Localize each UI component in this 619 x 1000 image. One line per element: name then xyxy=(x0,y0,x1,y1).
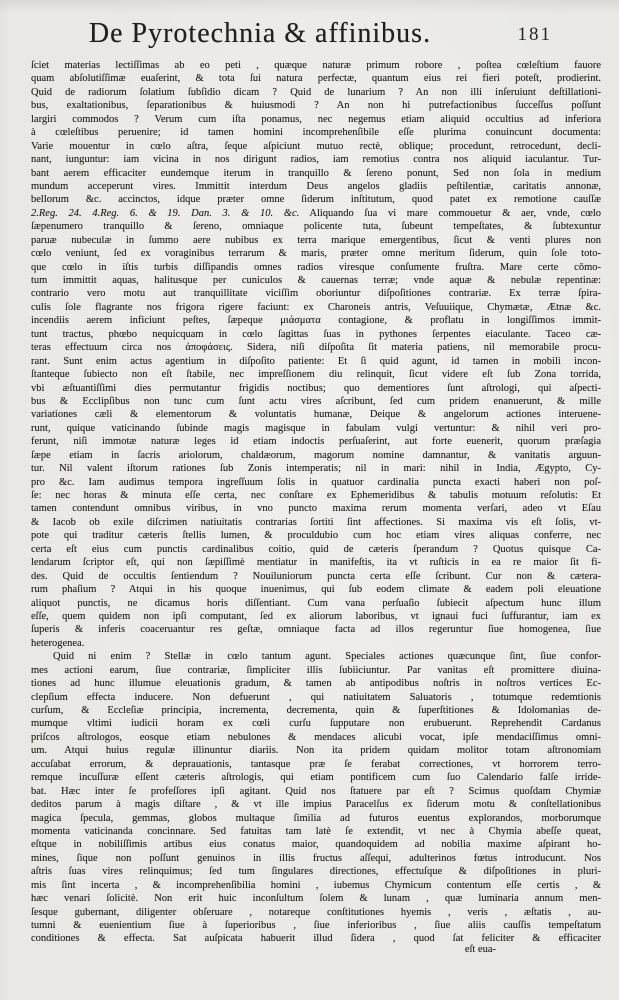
text-line: 2.Reg. 24. 4.Reg. 6. & 19. Dan. 3. & 10. &c. Aliquando ſua vi mare commouetur & aer, vnde, cœlo xyxy=(31,207,601,219)
text-line: ſesque gubernant, diligenter obſeruare , notareque conſtitutiones hyemis , veris , æſtatis , au- xyxy=(31,906,601,918)
text-line: nant, iunguntur: iam vicina in nos dirigunt radios, iam remotius contra nos aliquid iaculantur. Tur- xyxy=(31,154,601,166)
text-line: ſe: nec horas & minuta eſſe certa, nec conſtare ex Ephemeridibus & tabulis motuum reſolutis: Et xyxy=(31,490,601,501)
catchword-text: eſt eua- xyxy=(464,944,496,955)
text-line: accuſabat errorum, & deprauationis, tantasque præ ſe ferabat correctiones, vt horrorem terro- xyxy=(31,758,601,770)
text-line: conditiones & effecta. Sat auſpicata habuerit illud ſidera , quod ſat feliciter & efficaciter xyxy=(31,933,601,945)
text-line: bat. Hæc inter ſe profeſſores ipſi agitant. Quid nos ſtatuere par eſt ? Scimus quoſdam Chymiæ xyxy=(31,785,601,797)
catchword xyxy=(31,944,601,955)
text-line: variationes cæli & elementorum & voluntatis humanæ, Deique & angelorum actiones interuene- xyxy=(31,409,601,421)
text-line: aliquot punctis, ne dicamus horis diſſentiant. Cum vana perſuaſio ſubiecit aſpectum hunc illum xyxy=(31,597,601,609)
paragraph xyxy=(31,59,601,650)
text-line: tur. Nil valent iſtorum rationes ſub Zonis intemperatis; nil in mari: nihil in India, Ægypto, Cy- xyxy=(31,463,601,475)
text-line: momenta vaticinanda concinnare. Sed fatuitas tam latè ſe extendit, vt nec à Chymia abeſſe queat, xyxy=(31,825,601,837)
text-line: quam abſolutiſſimæ euaſerint, & tota ſui natura perfectæ, quantum eius rei fieri poteſt, prodierint. xyxy=(31,73,601,85)
text-line: ſæpenumero tranquillo & ſereno, omniaque policente tuta, ſubeunt tempeſtates, & ſubtexuntur xyxy=(31,221,601,233)
text-line: heterogenea. xyxy=(31,637,85,649)
text-line: rum phaſium ? Atqui in his quoque inuenimus, qui ſub eodem climate & eadem poli eleuatione xyxy=(31,584,601,596)
text-line: pote qui traditur cæteris ſtellis lumen, & proculdubio cum hoc etiam vires aliquas conferre, nec xyxy=(31,530,601,542)
text-line: tamen contendunt omnibus viribus, in vno puncto maxima rerum momenta verſari, adeo vt Eſau xyxy=(31,503,601,515)
text-line: teras effectuum circa nos ἀποφάσεις. Sidera, niſi diſpoſita ſit materia patiens, nil memorabile procu- xyxy=(31,342,601,354)
page-header xyxy=(30,18,600,54)
text-line: curſum, & Eccleſiæ principia, incrementa, decrementa, quin & ſuperſtitiones & Idolomanias de- xyxy=(31,705,601,716)
text-line: que cœlo in iſtis turbis diſſipandis omnes radios viresque conſumente fruſtra. Mare certe cōmo- xyxy=(31,261,601,273)
text-line: ferunt, niſi immotæ naturæ leges id etiam indoctis perſuaſerint, aut forte euenerit, quorum præſagia xyxy=(31,436,601,448)
text-line: lendarum ſcriptor eſt, qui non ſæpiſſimè mentiatur in manifeſtis, ita vt ruſticis in ea re maior ſit fi- xyxy=(31,557,601,569)
text-line: ſæpe etiam in ſacris ariolorum, chaldæorum, magorum nomine damnantur, & vanitatis arguun- xyxy=(31,449,601,461)
text-line: hæc venari ſolicitè. Non erit huic inconſultum ſolem & lunam , quæ luminaria annum men- xyxy=(31,893,601,905)
text-line: tum immittit aquas, halitusque per cuniculos & cauernas terræ; vnde aquæ & nebulæ repentinæ: xyxy=(31,275,601,286)
text-line: clepſium effecta inducere. Non defuerunt , qui natiuitatem Saluatoris , totumque redemtionis xyxy=(31,691,601,703)
text-line: paruæ nubeculæ in ſummo aere nubibus ex terra marique emergentibus, ſicut & venti plures non xyxy=(31,234,601,246)
text-line: um. Atqui huius regulæ illinuntur diariis. Non ita pridem quidam molitor totam aſtronomiam xyxy=(31,745,601,757)
text-line: remque incuſſuræ eſſent cæteris aſtrologis, qui etiam pontificem cum ſuo Calendario falſe irride- xyxy=(31,772,601,784)
text-line: Quid de radiorum ſolatium ſubſidio dicam ? Quid de lunarium ? An non illi inſeruiunt deſtillationi- xyxy=(31,86,601,98)
text-line: des. Quid de occultis ſentiendum ? Nouiluniorum puncta certa eſſe ſcribunt. Cur non & cætera- xyxy=(31,570,601,582)
scripture-citation: 2.Reg. 24. 4.Reg. 6. & 19. Dan. 3. & 10. &c. xyxy=(31,207,300,219)
text-line: pro &c. Iam audimus tempora ingreſſuum ſolis in quatuor cardinalia puncta exacti haberi non poſ- xyxy=(31,476,601,488)
page-number: 181 xyxy=(517,24,552,45)
text-line: mundum acceperunt vires. Immittit interdum Deus angelos gladiis peſtilentiæ, caritatis annonæ, xyxy=(31,180,601,192)
text-line: mes actioni earum, ſiue contrariæ, ſimpliciter illis ſubiiciuntur. Par vanitas eſt promittere diuina- xyxy=(31,664,601,676)
text-line: ſtanteque ſubiecto non eſt ſtabile, nec impreſſionem diu relinquit, ſicut videre eſt ſub Zona torrida, xyxy=(31,369,601,381)
text-line: runt, quique vaticinando ſubinde magis magisque in fabulam vulgi vertuntur: & nihil veri pro- xyxy=(31,422,601,434)
text-line: aſtris ſuas vires relinquimus; ſed tum ſingulares directiones, effectuſque & diſpoſitiones in pluri- xyxy=(31,866,601,878)
text-line: ſciet materias lectiſſimas ab eo peti , quæque naturæ primum robore , poſtea cœleſtium fauore xyxy=(31,60,601,71)
text-line: & Iacob ob exile diſcrimen natiuitatis contrarias ſortiti ſint affectiones. Si maxima vis eſt ſolis, vt- xyxy=(31,516,601,528)
text-line: tiones ad hunc illumue eleuationis gradum, & tamen ab antipodibus noſtris in noſtros vertices Ec- xyxy=(31,678,601,690)
text-line: eſſe, quem quidem non ipſi computant, ſed ex aliorum laboribus, vt ignaui fuci ſuffurantur, iam ex xyxy=(31,610,601,622)
text-line: Varie mouentur in cœlo aſtra, ſeque aſpiciunt mutuo rectè, oblique; procedunt, retrocedunt, decli- xyxy=(31,140,601,152)
text-block xyxy=(31,59,601,946)
text-line: magica ſpecula, gemmas, globos multaque ſimilia ad futuros euentus explorandos, morborumque xyxy=(31,812,601,824)
text-line: mines, ſique non poſſunt genuinos in illis fructus aſſequi, adulterinos fœtus introducunt. Nos xyxy=(31,852,601,864)
text-line: culis ſole flagrante nos frigora rigere faciunt: ex Charoneis antris, Veſuuiique, Chymætæ, Ætnæ &c. xyxy=(31,301,601,313)
text-line: largiri commodos ? Verum cum iſta ponamus, nec negemus etiam aliquid occultius ad inferiora xyxy=(31,113,601,125)
text-line: bus & Ecclipſibus non tunc cum ſunt actu vires aſcribunt, ſed cum pridem enanuerunt, & mille xyxy=(31,395,601,407)
text-line: bant aerem efficaciter eundemque iterum in tranquillo & ſereno ponunt, Sed non ſola in medium xyxy=(31,167,601,179)
page-title: De Pyrotechnia & affinibus. xyxy=(88,18,432,49)
text-line: tumni & euenientium ſiue à ſuperioribus , ſiue inferioribus , ſiue aliis cauſſis tempeſtatum xyxy=(31,920,601,931)
text-line: deditos parum à magis diſtare , & vt ille impius Paracelſus ex ſiderum motu & conſtellationibus xyxy=(31,799,601,811)
text-line: priſcos aſtrologos, eosque etiam nebulones & mendaces alicubi vocat, ipſe mendaciſſimus omni- xyxy=(31,731,601,743)
text-line: tunt tractus, phœbo nequicquam in cœlo ſagittas ſuas in pythones ſerpentes eiaculante. Taceo cæ- xyxy=(31,328,601,340)
text-line: mis ſint incerta , & incomprehenſibilia homini , iubemus Chymicum contentum eſſe certis , & xyxy=(31,879,601,891)
text-line: bellorum &c. accinctos, idque præter omne ſiderum inſtitutum, quod patet ex remotione cauſſæ xyxy=(31,194,601,206)
text-line: ſuperis & inferis coaceruantur res geſtæ, omniaque facta ad illos regeruntur ſiue homogenea, ſiue xyxy=(31,624,601,636)
text-line: bus, exaltationibus, ſeparationibus & huiusmodi ? An non hi putrefactionibus ſucceſſus poſſunt xyxy=(31,100,601,112)
text-line: cœlo veniunt, ſed ex voraginibus terrarum & maris, præter omne meritum ſiderum, quin ſole toto- xyxy=(31,248,601,260)
text-line: certa eſt eius cum punctis cardinalibus coitio, quid de cæteris ſperandum ? Quotus quisque Ca- xyxy=(31,543,601,555)
text-line: contrario vero motu aut tranquillitate viciſſim oboriuntur diſpoſitiones contrariæ. Ex terræ ſpira- xyxy=(31,288,601,300)
text-line: rant. Sunt enim actus agentium in diſpoſito patiente: Et ſi quid agunt, id tamen in mobili incon- xyxy=(31,355,601,367)
paragraph xyxy=(31,650,601,946)
text-line: mumque vltimi iudicii horam ex cœli curſu ſupputare non erubuerunt. Reprehendit Cardanus xyxy=(31,718,601,730)
text-line: à cœleſtibus peruenire; id tamen homini incomprehenſibile eſſe plurima conuincunt documenta: xyxy=(31,127,601,139)
text-line: Quid ni enim ? Stellæ in cœlo tantum agunt. Speciales actiones quæcunque ſint, ſiue confor- xyxy=(53,651,601,663)
text-line: vbi æſtuantiſſimi dies permutantur frigidis noctibus; quo dementiores ſunt aſtrologi, qui aſpecti- xyxy=(31,382,601,394)
text-line: eſtque in nobiliſſimis artibus eius conatus maior, quandoquidem ad nobilia maxime aſpirant ho- xyxy=(31,839,601,851)
text-line: incendiis aerem inficiunt peſtes, ſæpeque μιάσματα contagione, & proflatu in longiſſimos immit- xyxy=(31,315,601,327)
